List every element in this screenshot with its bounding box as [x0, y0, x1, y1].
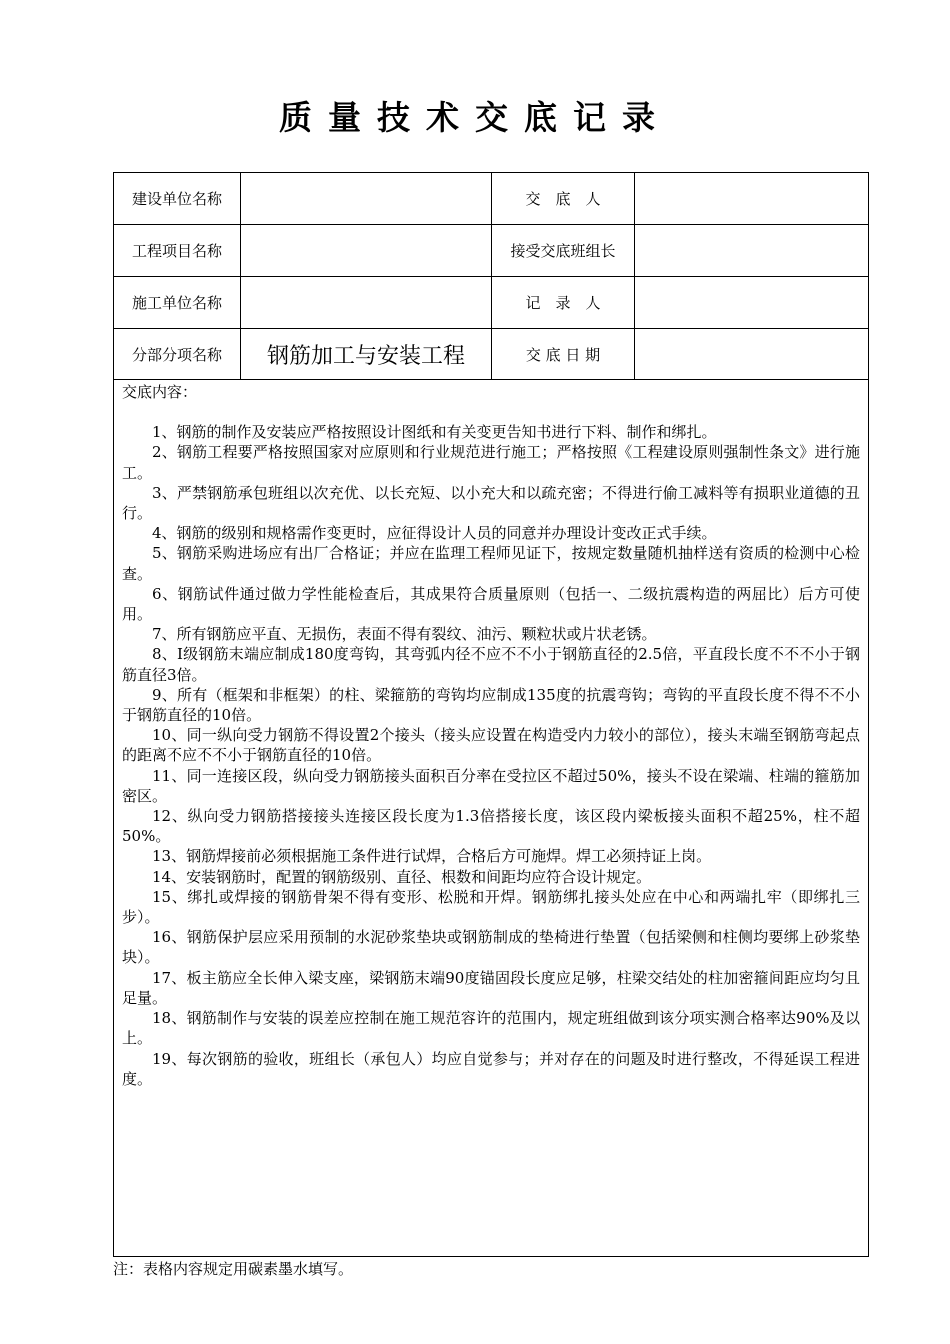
project-name-field[interactable]	[241, 225, 492, 277]
list-item: 10、同一纵向受力钢筋不得设置2个接头（接头应设置在构造受内力较小的部位），接头末端至钢筋弯起点的距离不应不不小于钢筋直径的10倍。	[122, 726, 860, 765]
list-item: 18、钢筋制作与安装的误差应控制在施工规范容许的范围内，规定班组做到该分项实测合格率达90%及以上。	[122, 1009, 860, 1048]
briefing-content-cell	[114, 380, 869, 1257]
list-item: 5、钢筋采购进场应有出厂合格证；并应在监理工程师见证下，按规定数量随机抽样送有资质的检测中心检查。	[122, 544, 860, 583]
label-contractor-unit: 施工单位名称	[114, 277, 241, 329]
table-row	[114, 225, 869, 277]
label-project-name: 工程项目名称	[114, 225, 241, 277]
list-item: 17、板主筋应全长伸入梁支座，梁钢筋末端90度锚固段长度应足够，柱梁交结处的柱加密箍间距应均匀且足量。	[122, 968, 860, 1007]
briefer-field[interactable]	[635, 173, 869, 225]
list-item: 14、安装钢筋时，配置的钢筋级别、直径、根数和间距均应符合设计规定。	[152, 867, 652, 886]
list-item: 12、纵向受力钢筋搭接接头连接区段长度为1.3倍搭接长度，该区段内梁板接头面积不超25%，柱不超50%。	[122, 807, 860, 846]
footnote: 注：表格内容规定用碳素墨水填写。	[113, 1260, 354, 1278]
briefing-date-field[interactable]	[635, 329, 869, 380]
list-item: 19、每次钢筋的验收，班组长（承包人）均应自觉参与；并对存在的问题及时进行整改，不得延误工程进度。	[122, 1049, 860, 1088]
list-item: 6、钢筋试件通过做力学性能检查后，其成果符合质量原则（包括一、二级抗震构造的两屈比）后方可使用。	[122, 584, 860, 624]
content-heading: 交底内容：	[122, 383, 198, 401]
list-item: 8、Ⅰ级钢筋末端应制成180度弯钩，其弯弧内径不应不不小于钢筋直径的2.5倍，平直段长度不不不小于钢筋直径3倍。	[122, 645, 860, 684]
construction-unit-field[interactable]	[241, 173, 492, 225]
label-recorder: 记 录 人	[492, 277, 635, 329]
handover-record-table	[113, 172, 869, 1257]
list-item: 9、所有（框架和非框架）的柱、梁箍筋的弯钩均应制成135度的抗震弯钩；弯钩的平直段长度不得不不小于钢筋直径的10倍。	[122, 685, 860, 725]
list-item: 7、所有钢筋应平直、无损伤，表面不得有裂纹、油污、颗粒状或片状老锈。	[152, 625, 657, 644]
recorder-field[interactable]	[635, 277, 869, 329]
contractor-unit-field[interactable]	[241, 277, 492, 329]
list-item: 15、绑扎或焊接的钢筋骨架不得有变形、松脱和开焊。钢筋绑扎接头处应在中心和两端扎牢（即绑扎三步）。	[122, 887, 860, 927]
label-briefing-date: 交 底 日 期	[492, 329, 635, 380]
table-row	[114, 329, 869, 380]
briefing-content	[114, 380, 868, 1089]
label-briefer: 交 底 人	[492, 173, 635, 225]
page-title: 质量技术交底记录	[279, 98, 671, 137]
list-item: 16、钢筋保护层应采用预制的水泥砂浆垫块或钢筋制成的垫椅进行垫置（包括梁侧和柱侧均要绑上砂浆垫块）。	[122, 928, 860, 967]
list-item: 11、同一连接区段，纵向受力钢筋接头面积百分率在受拉区不超过50%，接头不设在梁端、柱端的箍筋加密区。	[122, 766, 860, 805]
subitem-name-field[interactable]: 钢筋加工与安装工程	[241, 329, 492, 380]
table-row	[114, 380, 869, 1257]
table-row	[114, 173, 869, 225]
list-item: 13、钢筋焊接前必须根据施工条件进行试焊，合格后方可施焊。焊工必须持证上岗。	[152, 847, 712, 866]
list-item: 4、钢筋的级别和规格需作变更时，应征得设计人员的同意并办理设计变改正式手续。	[152, 524, 717, 543]
team-leader-field[interactable]	[635, 225, 869, 277]
list-item: 3、严禁钢筋承包班组以次充优、以长充短、以小充大和以疏充密；不得进行偷工减料等有损职业道德的丑行。	[122, 483, 860, 523]
list-item: 2、钢筋工程要严格按照国家对应原则和行业规范进行施工；严格按照《工程建设原则强制性条文》进行施工。	[122, 443, 860, 482]
list-item: 1、钢筋的制作及安装应严格按照设计图纸和有关变更告知书进行下料、制作和绑扎。	[152, 423, 717, 442]
label-subitem-name: 分部分项名称	[114, 329, 241, 380]
label-construction-unit: 建设单位名称	[114, 173, 241, 225]
table-row	[114, 277, 869, 329]
label-team-leader: 接受交底班组长	[492, 225, 635, 277]
